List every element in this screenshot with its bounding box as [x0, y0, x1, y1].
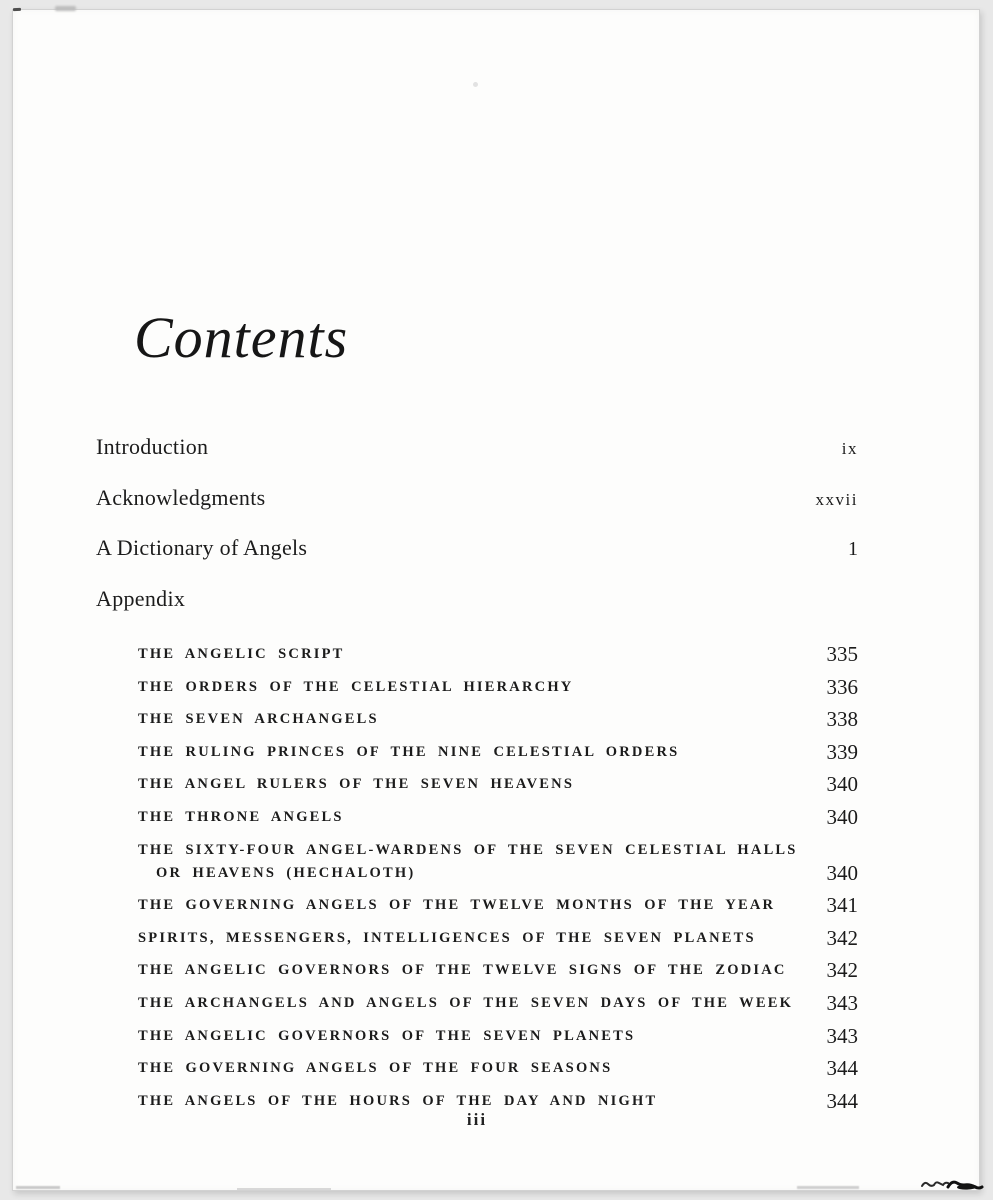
appendix-entry-two-line	[138, 839, 858, 885]
appendix-entry-label: THE SEVEN ARCHANGELS	[138, 711, 379, 728]
appendix-entry-label: THE ANGELIC GOVERNORS OF THE SEVEN PLANETS	[138, 1027, 636, 1044]
appendix-entry-label: THE ANGELS OF THE HOURS OF THE DAY AND NIGHT	[138, 1092, 658, 1109]
appendix-entry-page: 344	[826, 1088, 858, 1113]
appendix-entry	[138, 992, 858, 1015]
toc-entry-label: Introduction	[96, 434, 209, 459]
appendix-entry-label: SPIRITS, MESSENGERS, INTELLIGENCES OF THE SEVEN PLANETS	[138, 929, 756, 946]
appendix-entry	[138, 741, 858, 764]
appendix-entry-label: THE ANGELIC SCRIPT	[138, 646, 345, 662]
appendix-entry-label-line1: THE SIXTY-FOUR ANGEL-WARDENS OF THE SEVEN CELESTIAL HALLS	[138, 841, 798, 858]
toc-entry-label: Acknowledgments	[96, 484, 266, 510]
appendix-entry-label: THE GOVERNING ANGELS OF THE FOUR SEASONS	[138, 1060, 613, 1077]
appendix-entry	[138, 1025, 858, 1048]
scan-smudge-top	[55, 6, 76, 11]
appendix-entry-label: THE RULING PRINCES OF THE NINE CELESTIAL ORDERS	[138, 743, 680, 760]
appendix-entry-page: 340	[826, 804, 858, 829]
scan-mark-bottom-right	[797, 1186, 859, 1189]
appendix-entry-label: THE ARCHANGELS AND ANGELS OF THE SEVEN DAYS OF THE WEEK	[138, 994, 794, 1011]
toc-entry-appendix-heading	[96, 586, 858, 637]
appendix-entry-label: THE ANGEL RULERS OF THE SEVEN HEAVENS	[138, 776, 575, 793]
appendix-entry-label: THE ANGELIC GOVERNORS OF THE TWELVE SIGNS OF THE ZODIAC	[138, 962, 787, 979]
appendix-entry-page: 342	[826, 958, 858, 983]
appendix-entry-page: 342	[826, 925, 858, 950]
appendix-entry	[138, 927, 858, 950]
appendix-entry-page: 340	[826, 772, 858, 797]
appendix-entry-page: 343	[826, 990, 858, 1015]
paper-sheet	[12, 9, 980, 1191]
appendix-entry-page: 336	[826, 674, 858, 699]
toc-entry-label: Appendix	[96, 585, 186, 611]
appendix-entry	[138, 1057, 858, 1080]
appendix-entry-label-line2: OR HEAVENS (HECHALOTH)	[156, 864, 416, 881]
appendix-entry	[138, 773, 858, 796]
scan-mark-bottom-left	[16, 1186, 60, 1189]
appendix-entry	[138, 708, 858, 731]
scan-mark-bottom-mid	[237, 1188, 331, 1190]
appendix-entry	[138, 959, 858, 982]
folio-page-number: iii	[466, 1110, 488, 1129]
appendix-entry-page: 335	[826, 642, 858, 666]
toc-entry-page: xxvii	[815, 489, 858, 509]
scan-speck	[473, 82, 478, 87]
appendix-entry-page: 340	[826, 860, 858, 885]
appendix-entry	[138, 676, 858, 699]
front-matter-list	[96, 434, 858, 636]
toc-entry-page: ix	[841, 439, 858, 458]
appendix-entry-label: THE GOVERNING ANGELS OF THE TWELVE MONTHS OF THE YEAR	[138, 897, 776, 914]
toc-entry-page: 1	[848, 538, 858, 560]
ink-scribble-bottom-right	[920, 1175, 984, 1193]
appendix-entry-label	[138, 839, 812, 885]
appendix-entry	[138, 894, 858, 917]
toc-entry-dictionary-of-angels	[96, 535, 858, 586]
appendix-entry-page: 343	[826, 1023, 858, 1048]
appendix-entry-page: 341	[826, 893, 858, 918]
appendix-entry	[138, 643, 858, 666]
toc-entry-introduction	[96, 434, 858, 485]
toc-entry-acknowledgments	[96, 485, 858, 536]
appendix-entry-label: THE THRONE ANGELS	[138, 808, 344, 825]
appendix-entry-list	[138, 643, 858, 1122]
appendix-entry-page: 344	[826, 1056, 858, 1081]
scan-mark-top-left	[13, 8, 21, 11]
appendix-entry-page: 338	[826, 707, 858, 732]
toc-entry-label: A Dictionary of Angels	[96, 535, 308, 560]
appendix-entry-label: THE ORDERS OF THE CELESTIAL HIERARCHY	[138, 678, 574, 695]
contents-title: Contents	[134, 305, 349, 370]
appendix-entry-page: 339	[826, 739, 858, 764]
appendix-entry	[138, 806, 858, 829]
